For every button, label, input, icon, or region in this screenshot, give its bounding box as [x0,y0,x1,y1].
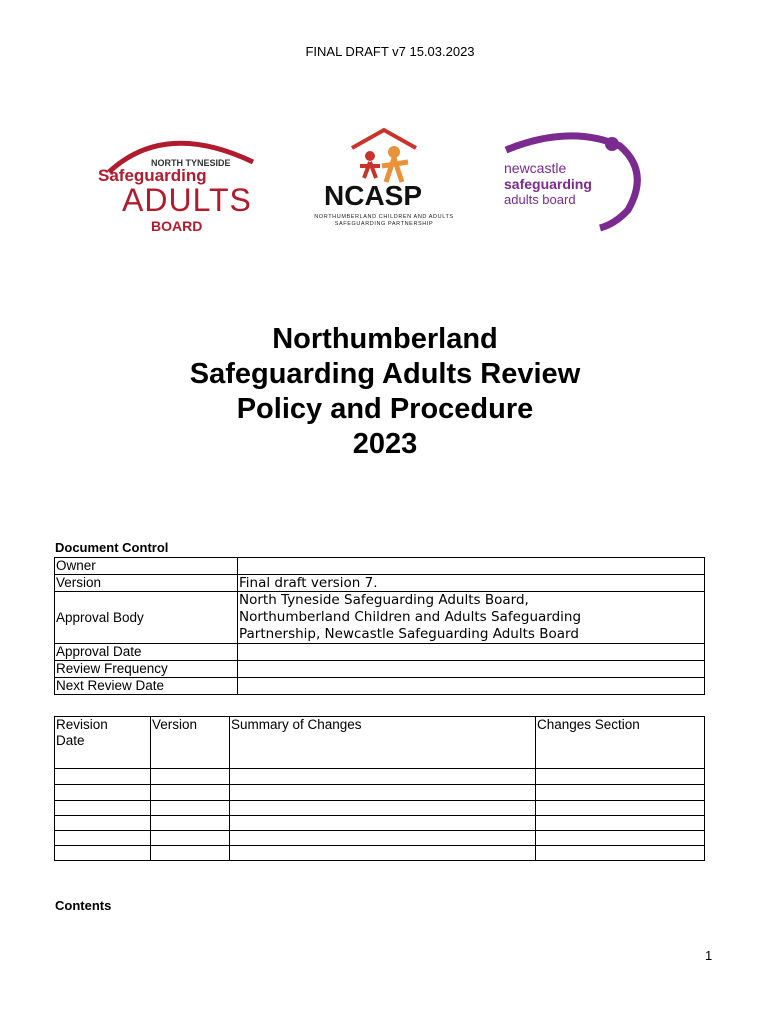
table-row [55,769,705,785]
ncasp-subline2: SAFEGUARDING PARTNERSHIP [334,221,434,227]
nt-line3: ADULTS [122,182,252,218]
document-title [0,322,770,462]
title-line2: Safeguarding Adults Review [189,358,581,390]
draft-header: FINAL DRAFT v7 15.03.2023 [305,44,475,59]
approval-body-line1: North Tyneside Safeguarding Adults Board, [239,592,529,608]
ncasp-acronym: NCASP [324,180,423,211]
dc-value-version: Final draft version 7. [238,575,705,592]
revision-header-row [55,717,705,769]
col-changes-section: Changes Section [536,717,705,769]
col-summary: Summary of Changes [230,717,536,769]
dc-value-review-frequency [238,661,705,678]
dc-label-next-review-date: Next Review Date [55,678,238,695]
page-number: 1 [705,948,713,963]
nt-line1: NORTH TYNESIDE [151,158,231,168]
nc-line2: safeguarding [504,176,592,192]
table-row [55,644,705,661]
document-control-table [54,557,705,695]
dc-label-review-frequency: Review Frequency [55,661,238,678]
title-line4: 2023 [352,428,418,460]
title-line1: Northumberland [272,323,498,355]
contents-heading: Contents [55,898,112,913]
dc-label-version: Version [55,575,238,592]
newcastle-logo [500,132,650,232]
col-version: Version [151,717,230,769]
revision-date-line1: Revision [56,717,108,732]
dc-value-approval-body [238,592,705,644]
table-row [55,592,705,644]
approval-body-line3: Partnership, Newcastle Safeguarding Adults Board [239,626,579,642]
nt-line4: BOARD [151,218,203,234]
nc-line3: adults board [504,192,576,207]
dc-label-approval-body: Approval Body [55,592,238,644]
table-row [55,785,705,801]
revision-table [54,716,705,861]
table-row [55,846,705,861]
table-row [55,801,705,816]
table-row [55,661,705,678]
document-control-heading: Document Control [55,540,169,555]
dc-label-owner: Owner [55,558,238,575]
dc-value-approval-date [238,644,705,661]
logo-strip [0,108,770,258]
north-tyneside-logo [95,132,270,232]
nc-line1: newcastle [504,160,567,176]
col-revision-date [55,717,151,769]
dc-value-next-review-date [238,678,705,695]
nt-line2: Safeguarding [98,166,207,185]
ncasp-subline1: NORTHUMBERLAND CHILDREN AND ADULTS [314,214,454,220]
dc-value-owner [238,558,705,575]
revision-date-line2: Date [56,733,85,748]
table-row [55,558,705,575]
approval-body-line2: Northumberland Children and Adults Safeguarding [239,609,582,625]
title-line3: Policy and Procedure [236,393,534,425]
table-row [55,816,705,831]
ncasp-logo [294,108,474,254]
table-row [55,678,705,695]
table-row [55,575,705,592]
dc-label-approval-date: Approval Date [55,644,238,661]
table-row [55,831,705,846]
